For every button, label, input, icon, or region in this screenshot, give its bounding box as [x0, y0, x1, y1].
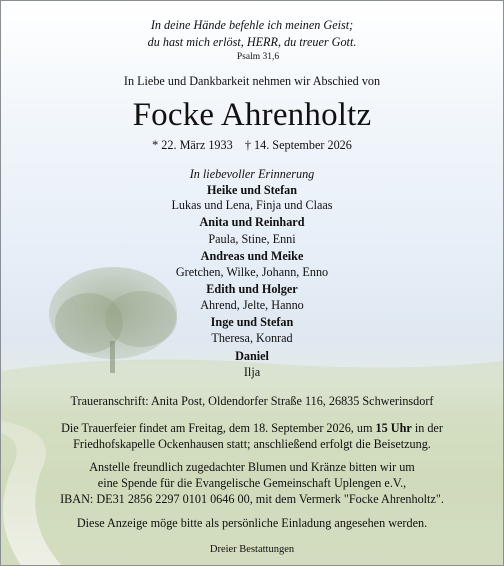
undertaker-name: Dreier Bestattungen	[209, 544, 295, 555]
service-text-pre: Die Trauerfeier findet am Freitag, dem 18. September 2026, um	[61, 421, 376, 435]
family-head-4: Edith und Holger	[206, 282, 298, 296]
mourning-address: Traueranschrift: Anita Post, Oldendorfer Straße 116, 26835 Schwerinsdorf	[70, 394, 434, 408]
donation-line-1: Anstelle freundlich zugedachter Blumen und Kränze bitten wir um	[89, 460, 415, 474]
service-text-post: in der	[411, 421, 443, 435]
family-head-3: Andreas und Meike	[200, 249, 304, 263]
family-head-5: Inge und Stefan	[210, 315, 294, 329]
service-info	[1, 420, 503, 452]
remembrance-heading: In liebevoller Erinnerung	[189, 167, 315, 181]
family-members-5: Theresa, Konrad	[211, 331, 293, 345]
donation-line-3: IBAN: DE31 2856 2297 0101 0646 00, mit dem Vermerk "Focke Ahrenholtz".	[60, 492, 444, 506]
family-head-6: Daniel	[235, 349, 269, 363]
family-members-2: Paula, Stine, Enni	[208, 232, 296, 246]
service-time: 15 Uhr	[375, 421, 412, 435]
intro-text: In Liebe und Dankbarkeit nehmen wir Abschied von	[123, 74, 381, 88]
family-members-3: Gretchen, Wilke, Johann, Enno	[175, 265, 329, 279]
donation-line-2: eine Spende für die Evangelische Gemeinschaft Uplengen e.V.,	[97, 476, 407, 490]
verse-line-2: du hast mich erlöst, HERR, du treuer Gott.	[147, 35, 357, 49]
service-line-1	[1, 420, 503, 436]
family-members-1: Lukas und Lena, Finja und Claas	[171, 198, 333, 212]
verse-reference: Psalm 31,6	[236, 52, 280, 62]
deceased-name: Focke Ahrenholtz	[132, 97, 372, 133]
family-members-4: Ahrend, Jelte, Hanno	[200, 298, 304, 312]
verse-line-1: In deine Hände befehle ich meinen Geist;	[150, 18, 354, 32]
service-line-2: Friedhofskapelle Ockenhausen statt; anschließend erfolgt die Beisetzung.	[73, 437, 431, 451]
family-head-2: Anita und Reinhard	[199, 215, 305, 229]
donation-info	[1, 459, 503, 507]
invitation-note: Diese Anzeige möge bitte als persönliche Einladung angesehen werden.	[76, 516, 428, 530]
life-dates: * 22. März 1933 † 14. September 2026	[152, 138, 352, 152]
family-members-6: Ilja	[243, 365, 261, 379]
family-head-1: Heike und Stefan	[206, 183, 298, 197]
